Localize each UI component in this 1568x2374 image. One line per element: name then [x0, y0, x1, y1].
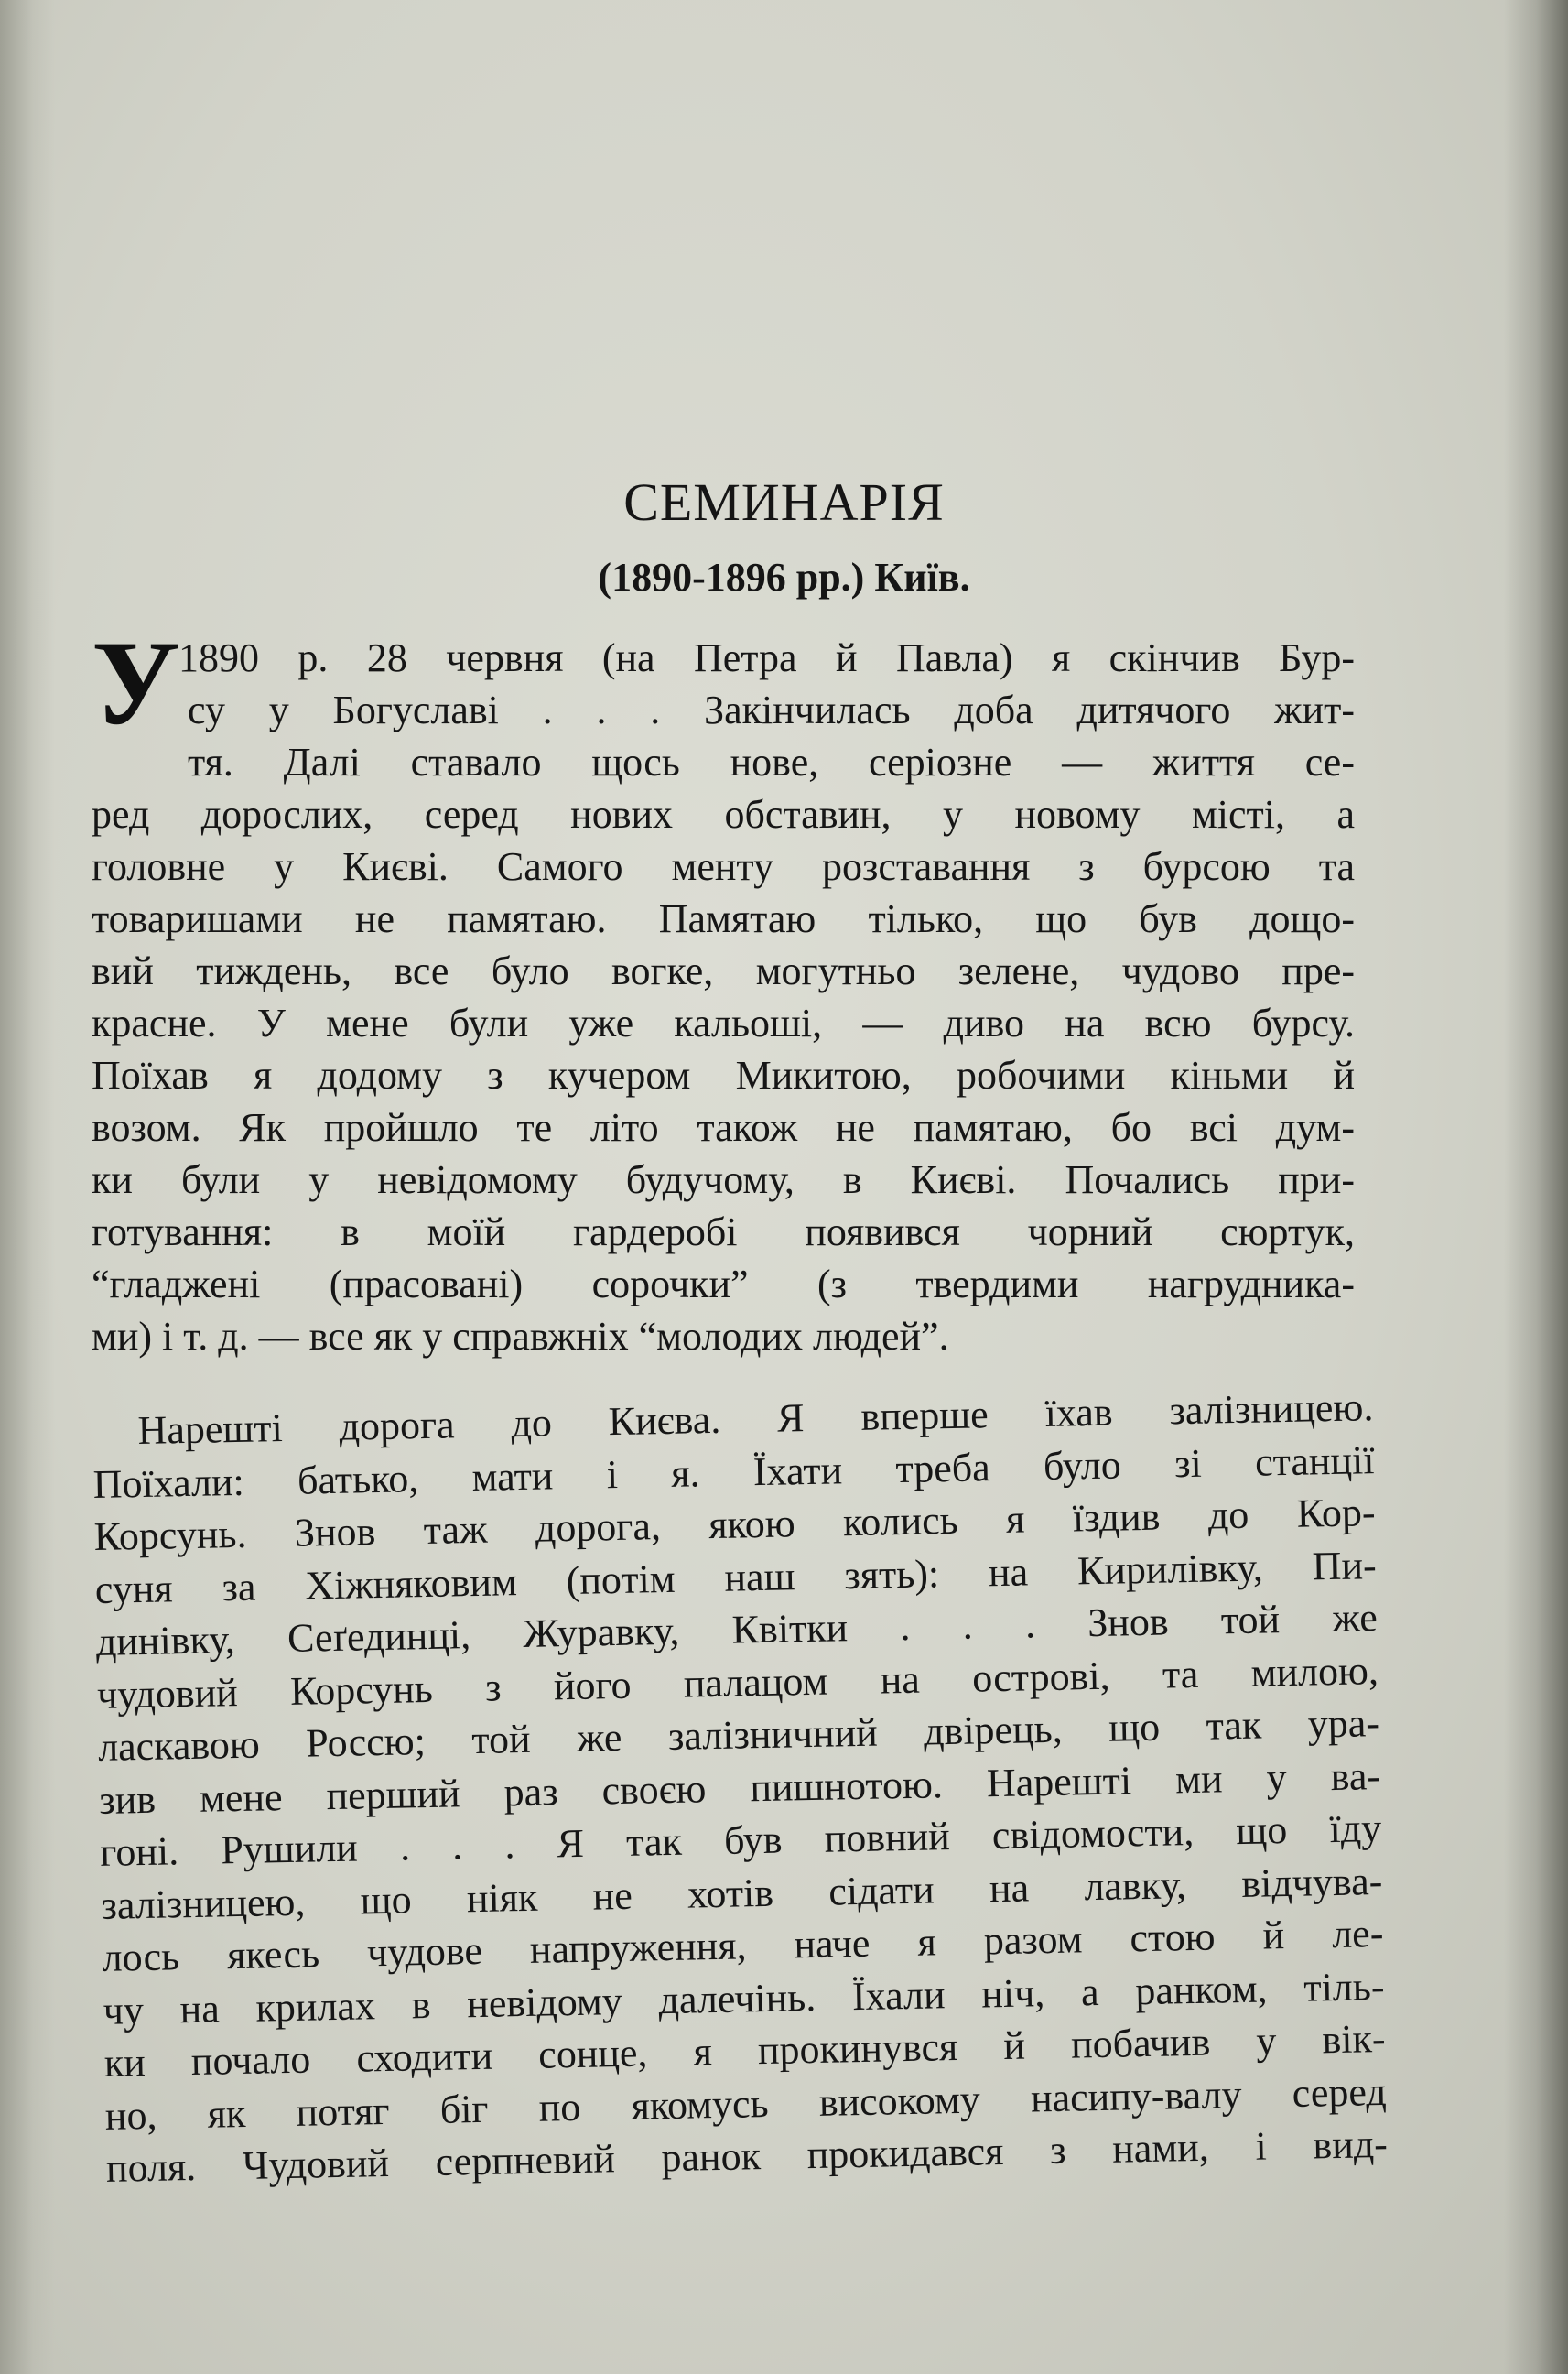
text-line: чу на крилах в невідому далечінь. Їхали ніч, а ранком, тіль-: [103, 1963, 1385, 2033]
text-line: готування: в моїй гардеробі появився чорний сюртук,: [92, 1209, 1355, 1254]
text-line: головне у Києві. Самого менту розставання з бурсою та: [92, 844, 1355, 889]
text-line: лось якесь чудове напруження, наче я разом стою й ле-: [102, 1911, 1384, 1980]
text-line: но, як потяг біг по якомусь високому насипу-валу серед: [104, 2068, 1388, 2139]
text-line: ки почало сходити сонце, я прокинувся й побачив у вік-: [103, 2015, 1387, 2086]
text-line: ласкавою Россю; той же залізничний двірець, що так ура-: [97, 1700, 1380, 1770]
text-line: Поїхав я додому з кучером Микитою, робочими кіньми й: [92, 1053, 1355, 1098]
page-edge-shadow-right: [1504, 0, 1568, 2374]
chapter-title: СЕМИНАРІЯ: [623, 472, 945, 532]
drop-cap: У: [92, 615, 180, 750]
text-line: ми) і т. д. — все як у справжніх “молодих людей”.: [92, 1314, 949, 1359]
text-line: чудовий Корсунь з його палацом на острові, та милою,: [96, 1647, 1379, 1718]
text-line: “гладжені (прасовані) сорочки” (з твердими нагрудника-: [92, 1262, 1355, 1306]
text-line: гоні. Рушили . . . Я так був повний свідомости, що їду: [99, 1805, 1382, 1875]
text-line: зив мене перший раз своєю пишнотою. Нарешті ми у ва-: [98, 1752, 1381, 1823]
paragraph-1: [92, 632, 1355, 1362]
text-line: товаришами не памятаю. Памятаю тілько, що був дощо-: [92, 896, 1355, 941]
page-edge-shadow-left: [0, 0, 55, 2374]
text-line: Поїхали: батько, мати і я. Їхати треба було зі станції: [92, 1436, 1375, 1507]
text-line: возом. Як пройшло те літо також не памятаю, бо всі дум-: [92, 1105, 1355, 1150]
text-line: динівку, Сеґединці, Журавку, Квітки . . . Знов той же: [95, 1595, 1379, 1664]
text-line: Корсунь. Знов таж дорога, якою колись я їздив до Кор-: [93, 1490, 1376, 1559]
text-line: поля. Чудовий серпневий ранок прокидався з нами, і вид-: [105, 2120, 1389, 2191]
text-line: су у Богуславі . . . Закінчилась доба дитячого жит-: [188, 688, 1355, 732]
text-line: залізницею, що ніяк не хотів сідати на лавку, відчува-: [101, 1858, 1383, 1928]
chapter-subtitle: (1890-1896 рр.) Київ.: [598, 555, 970, 600]
paragraph-2: [92, 1381, 1388, 2195]
text-line: вий тиждень, все було вогке, могутньо зелене, чудово пре-: [92, 949, 1355, 993]
text-line: ки були у невідомому будучому, в Києві. Почались при-: [92, 1157, 1355, 1202]
text-line: 1890 р. 28 червня (на Петра й Павла) я скінчив Бур-: [178, 635, 1355, 680]
text-line: красне. У мене були уже кальоші, — диво на всю бурсу.: [92, 1001, 1355, 1046]
text-line: суня за Хіжняковим (потім наш зять): на Кирилівку, Пи-: [94, 1542, 1378, 1612]
text-line: ред дорослих, серед нових обставин, у новому місті, а: [92, 792, 1355, 837]
text-line: Нарешті дорога до Києва. Я вперше їхав залізницею.: [137, 1384, 1374, 1454]
text-line: тя. Далі ставало щось нове, серіозне — життя се-: [188, 740, 1355, 785]
